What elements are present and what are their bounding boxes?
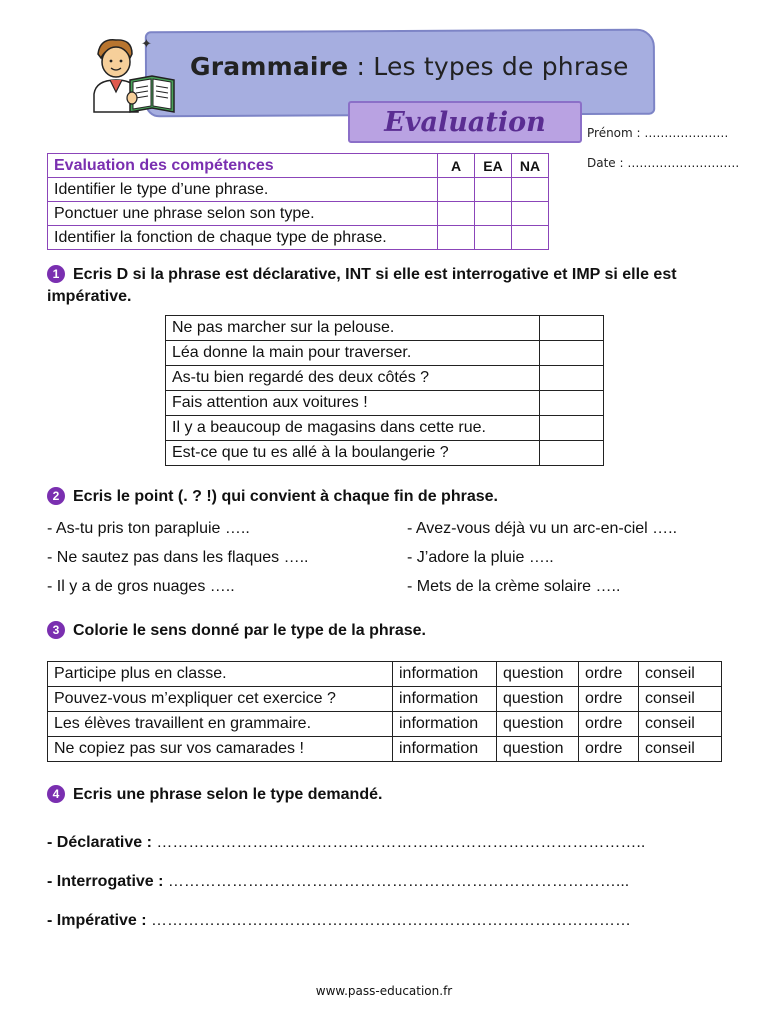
option-question[interactable]: question [497,687,579,712]
option-information[interactable]: information [393,712,497,737]
option-question[interactable]: question [497,662,579,687]
competence-label: Ponctuer une phrase selon son type. [48,202,438,226]
line-label: - Impérative : [47,912,147,929]
table-row [48,737,722,762]
table-row [48,712,722,737]
exercise-number-badge: 4 [47,785,65,803]
sparkle-icon: ✦ [141,36,152,51]
grade-cell[interactable] [438,178,475,202]
page-title [190,52,629,81]
option-information[interactable]: information [393,737,497,762]
answer-cell[interactable] [540,441,604,466]
exercise-3-table [47,661,722,762]
competence-label: Identifier le type d’une phrase. [48,178,438,202]
punctuation-item[interactable]: - As-tu pris ton parapluie ….. [47,520,250,537]
competences-heading: Evaluation des compétences [48,154,438,178]
table-row [48,662,722,687]
grade-cell[interactable] [512,202,549,226]
exercise-4-instruction: Ecris une phrase selon le type demandé. [73,786,383,803]
answer-cell[interactable] [540,366,604,391]
sentence: Les élèves travaillent en grammaire. [48,712,393,737]
grade-cell[interactable] [512,226,549,250]
sentence: Participe plus en classe. [48,662,393,687]
option-conseil[interactable]: conseil [639,687,722,712]
grade-cell[interactable] [512,178,549,202]
exercise-1-instruction: Ecris D si la phrase est déclarative, INT si elle est interrogative et IMP si elle est impérative. [47,266,677,305]
option-conseil[interactable]: conseil [639,662,722,687]
grade-cell[interactable] [438,202,475,226]
writing-line[interactable]: ……………………………………………………………………………….. [151,834,646,851]
writing-line[interactable]: …………………………………………………………………………... [163,873,630,890]
interrogative-line[interactable] [47,873,629,891]
exercise-4-title [47,784,737,806]
option-ordre[interactable]: ordre [579,737,639,762]
title-subject: Grammaire [190,52,349,81]
line-label: - Interrogative : [47,873,164,890]
option-ordre[interactable]: ordre [579,662,639,687]
punctuation-item[interactable]: - J’adore la pluie ….. [407,549,554,566]
punctuation-item[interactable]: - Mets de la crème solaire ….. [407,578,621,595]
sentence: As-tu bien regardé des deux côtés ? [166,366,540,391]
table-row [166,391,604,416]
table-row [166,366,604,391]
sentence: Fais attention aux voitures ! [166,391,540,416]
sentence: Est-ce que tu es allé à la boulangerie ? [166,441,540,466]
option-information[interactable]: information [393,662,497,687]
punctuation-item[interactable]: - Il y a de gros nuages ….. [47,578,235,595]
grade-cell[interactable] [438,226,475,250]
sentence: Ne pas marcher sur la pelouse. [166,316,540,341]
table-row [166,416,604,441]
answer-cell[interactable] [540,391,604,416]
punctuation-item[interactable]: - Ne sautez pas dans les flaques ….. [47,549,309,566]
table-row [48,687,722,712]
option-conseil[interactable]: conseil [639,712,722,737]
option-question[interactable]: question [497,737,579,762]
answer-cell[interactable] [540,341,604,366]
punctuation-item[interactable]: - Avez-vous déjà vu un arc-en-ciel ….. [407,520,678,537]
exercise-2-instruction: Ecris le point (. ? !) qui convient à chaque fin de phrase. [73,488,498,505]
exercise-3-title [47,620,737,642]
exercise-number-badge: 3 [47,621,65,639]
col-na: NA [512,154,549,178]
declarative-line[interactable] [47,834,645,852]
line-label: - Déclarative : [47,834,152,851]
table-row [166,341,604,366]
competences-table [47,153,549,250]
sentence: Ne copiez pas sur vos camarades ! [48,737,393,762]
table-row [48,178,549,202]
answer-cell[interactable] [540,316,604,341]
exercise-3-instruction: Colorie le sens donné par le type de la phrase. [73,622,426,639]
sentence: Pouvez-vous m’expliquer cet exercice ? [48,687,393,712]
competence-label: Identifier la fonction de chaque type de phrase. [48,226,438,250]
writing-line[interactable]: ……………………………………………………………………………… [146,912,632,929]
grade-cell[interactable] [475,202,512,226]
option-information[interactable]: information [393,687,497,712]
table-row [48,226,549,250]
prenom-field[interactable]: Prénom : ………………… [587,126,729,140]
title-separator: : [348,52,374,81]
col-ea: EA [475,154,512,178]
grade-cell[interactable] [475,178,512,202]
grade-cell[interactable] [475,226,512,250]
table-row [166,441,604,466]
exercise-1-table [165,315,604,466]
option-ordre[interactable]: ordre [579,687,639,712]
sentence: Il y a beaucoup de magasins dans cette rue. [166,416,540,441]
option-question[interactable]: question [497,712,579,737]
option-conseil[interactable]: conseil [639,737,722,762]
competences-header-row [48,154,549,178]
student-reading-icon [86,36,176,114]
evaluation-badge-label: Evaluation [384,106,546,138]
footer-url[interactable]: www.pass-education.fr [315,984,453,998]
date-field[interactable]: Date : ………………………. [587,156,740,170]
col-a: A [438,154,475,178]
title-topic: Les types de phrase [373,52,629,81]
option-ordre[interactable]: ordre [579,712,639,737]
exercise-number-badge: 2 [47,487,65,505]
exercise-2-title [47,486,737,508]
exercise-number-badge: 1 [47,265,65,283]
imperative-line[interactable] [47,912,631,930]
table-row [48,202,549,226]
evaluation-badge [348,101,582,143]
table-row [166,316,604,341]
answer-cell[interactable] [540,416,604,441]
exercise-1-title [47,264,737,308]
sentence: Léa donne la main pour traverser. [166,341,540,366]
